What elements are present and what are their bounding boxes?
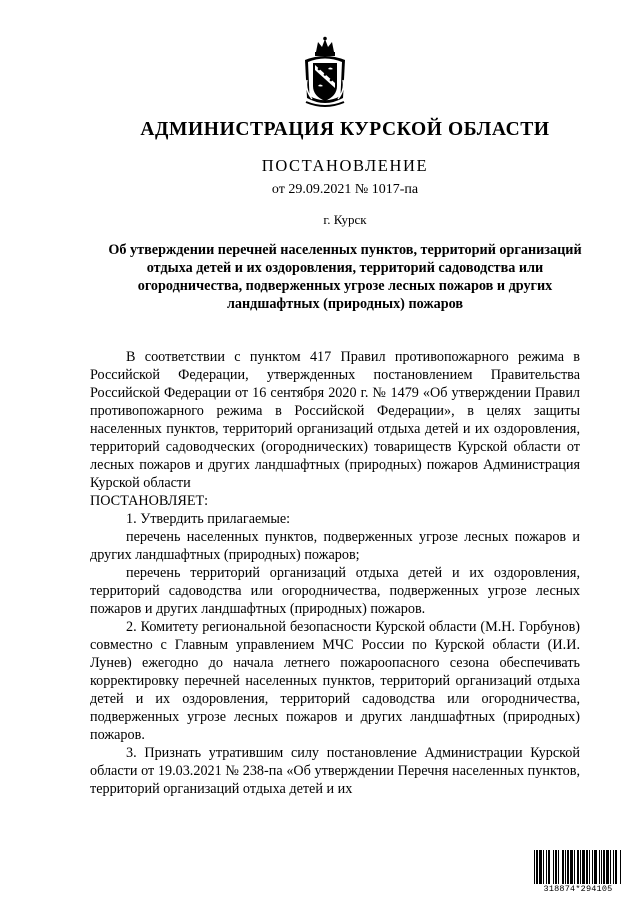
organization-title: АДМИНИСТРАЦИЯ КУРСКОЙ ОБЛАСТИ xyxy=(140,119,550,140)
preamble-paragraph: В соответствии с пунктом 417 Правил противопожарного режима в Российской Федерации, утвержденных постановлением Правительства Российской Федерации от 16 сентября 2020 г. № 1479 «Об утверждении Правил противопожарного режима в Российской Федерации», в целях защиты населенных пунктов, территорий организаций отдыха детей и их оздоровления, территорий садоводческих (огороднических) товариществ Курской области от лесных пожаров и других ландшафтных (природных) пожаров Администрация Курской области xyxy=(90,349,580,491)
barcode-bars xyxy=(533,850,623,884)
item-1-list-paragraph-2: перечень территорий организаций отдыха детей и их оздоровления, территорий садоводства или огородничества, подверженных угрозе лесных пожаров и других ландшафтных (природных) пожаров. xyxy=(90,565,580,617)
item-2-paragraph: 2. Комитету региональной безопасности Курской области (М.Н. Горбунов) совместно с Главным управлением МЧС России по Курской области (И.И. Лунев) ежегодно до начала летнего пожароопасного сезона обеспечивать корректировку перечней населенных пунктов, территорий организаций отдыха детей и их оздоровления, территорий садоводства или огородничества, подверженных угрозе лесных пожаров и других ландшафтных (природных) пожаров. xyxy=(90,619,580,743)
document-heading: Об утверждении перечней населенных пунктов, территорий организаций отдыха детей и их оздоровления, территорий садоводства или огородничества, подверженных угрозе лесных пожаров и других ландшафтных (природных) пожаров xyxy=(108,242,582,312)
document-place: г. Курск xyxy=(323,212,367,227)
barcode xyxy=(533,850,623,896)
resolves-line: ПОСТАНОВЛЯЕТ: xyxy=(90,493,209,509)
coat-of-arms-emblem xyxy=(303,36,347,108)
item-1-paragraph: 1. Утвердить прилагаемые: xyxy=(126,511,291,527)
document-date-number: от 29.09.2021 № 1017-па xyxy=(271,182,419,197)
item-3-paragraph: 3. Признать утратившим силу постановление Администрации Курской области от 19.03.2021 № 238-па «Об утверждении Перечня населенных пунктов, территорий организаций отдыха детей и их xyxy=(90,745,580,797)
document-body xyxy=(90,348,580,798)
item-1-list-paragraph-1: перечень населенных пунктов, подверженных угрозе лесных пожаров и других ландшафтных (природных) пожаров; xyxy=(90,529,580,563)
document-type: ПОСТАНОВЛЕНИЕ xyxy=(261,156,429,175)
barcode-number: 318874*294105 xyxy=(543,884,613,894)
